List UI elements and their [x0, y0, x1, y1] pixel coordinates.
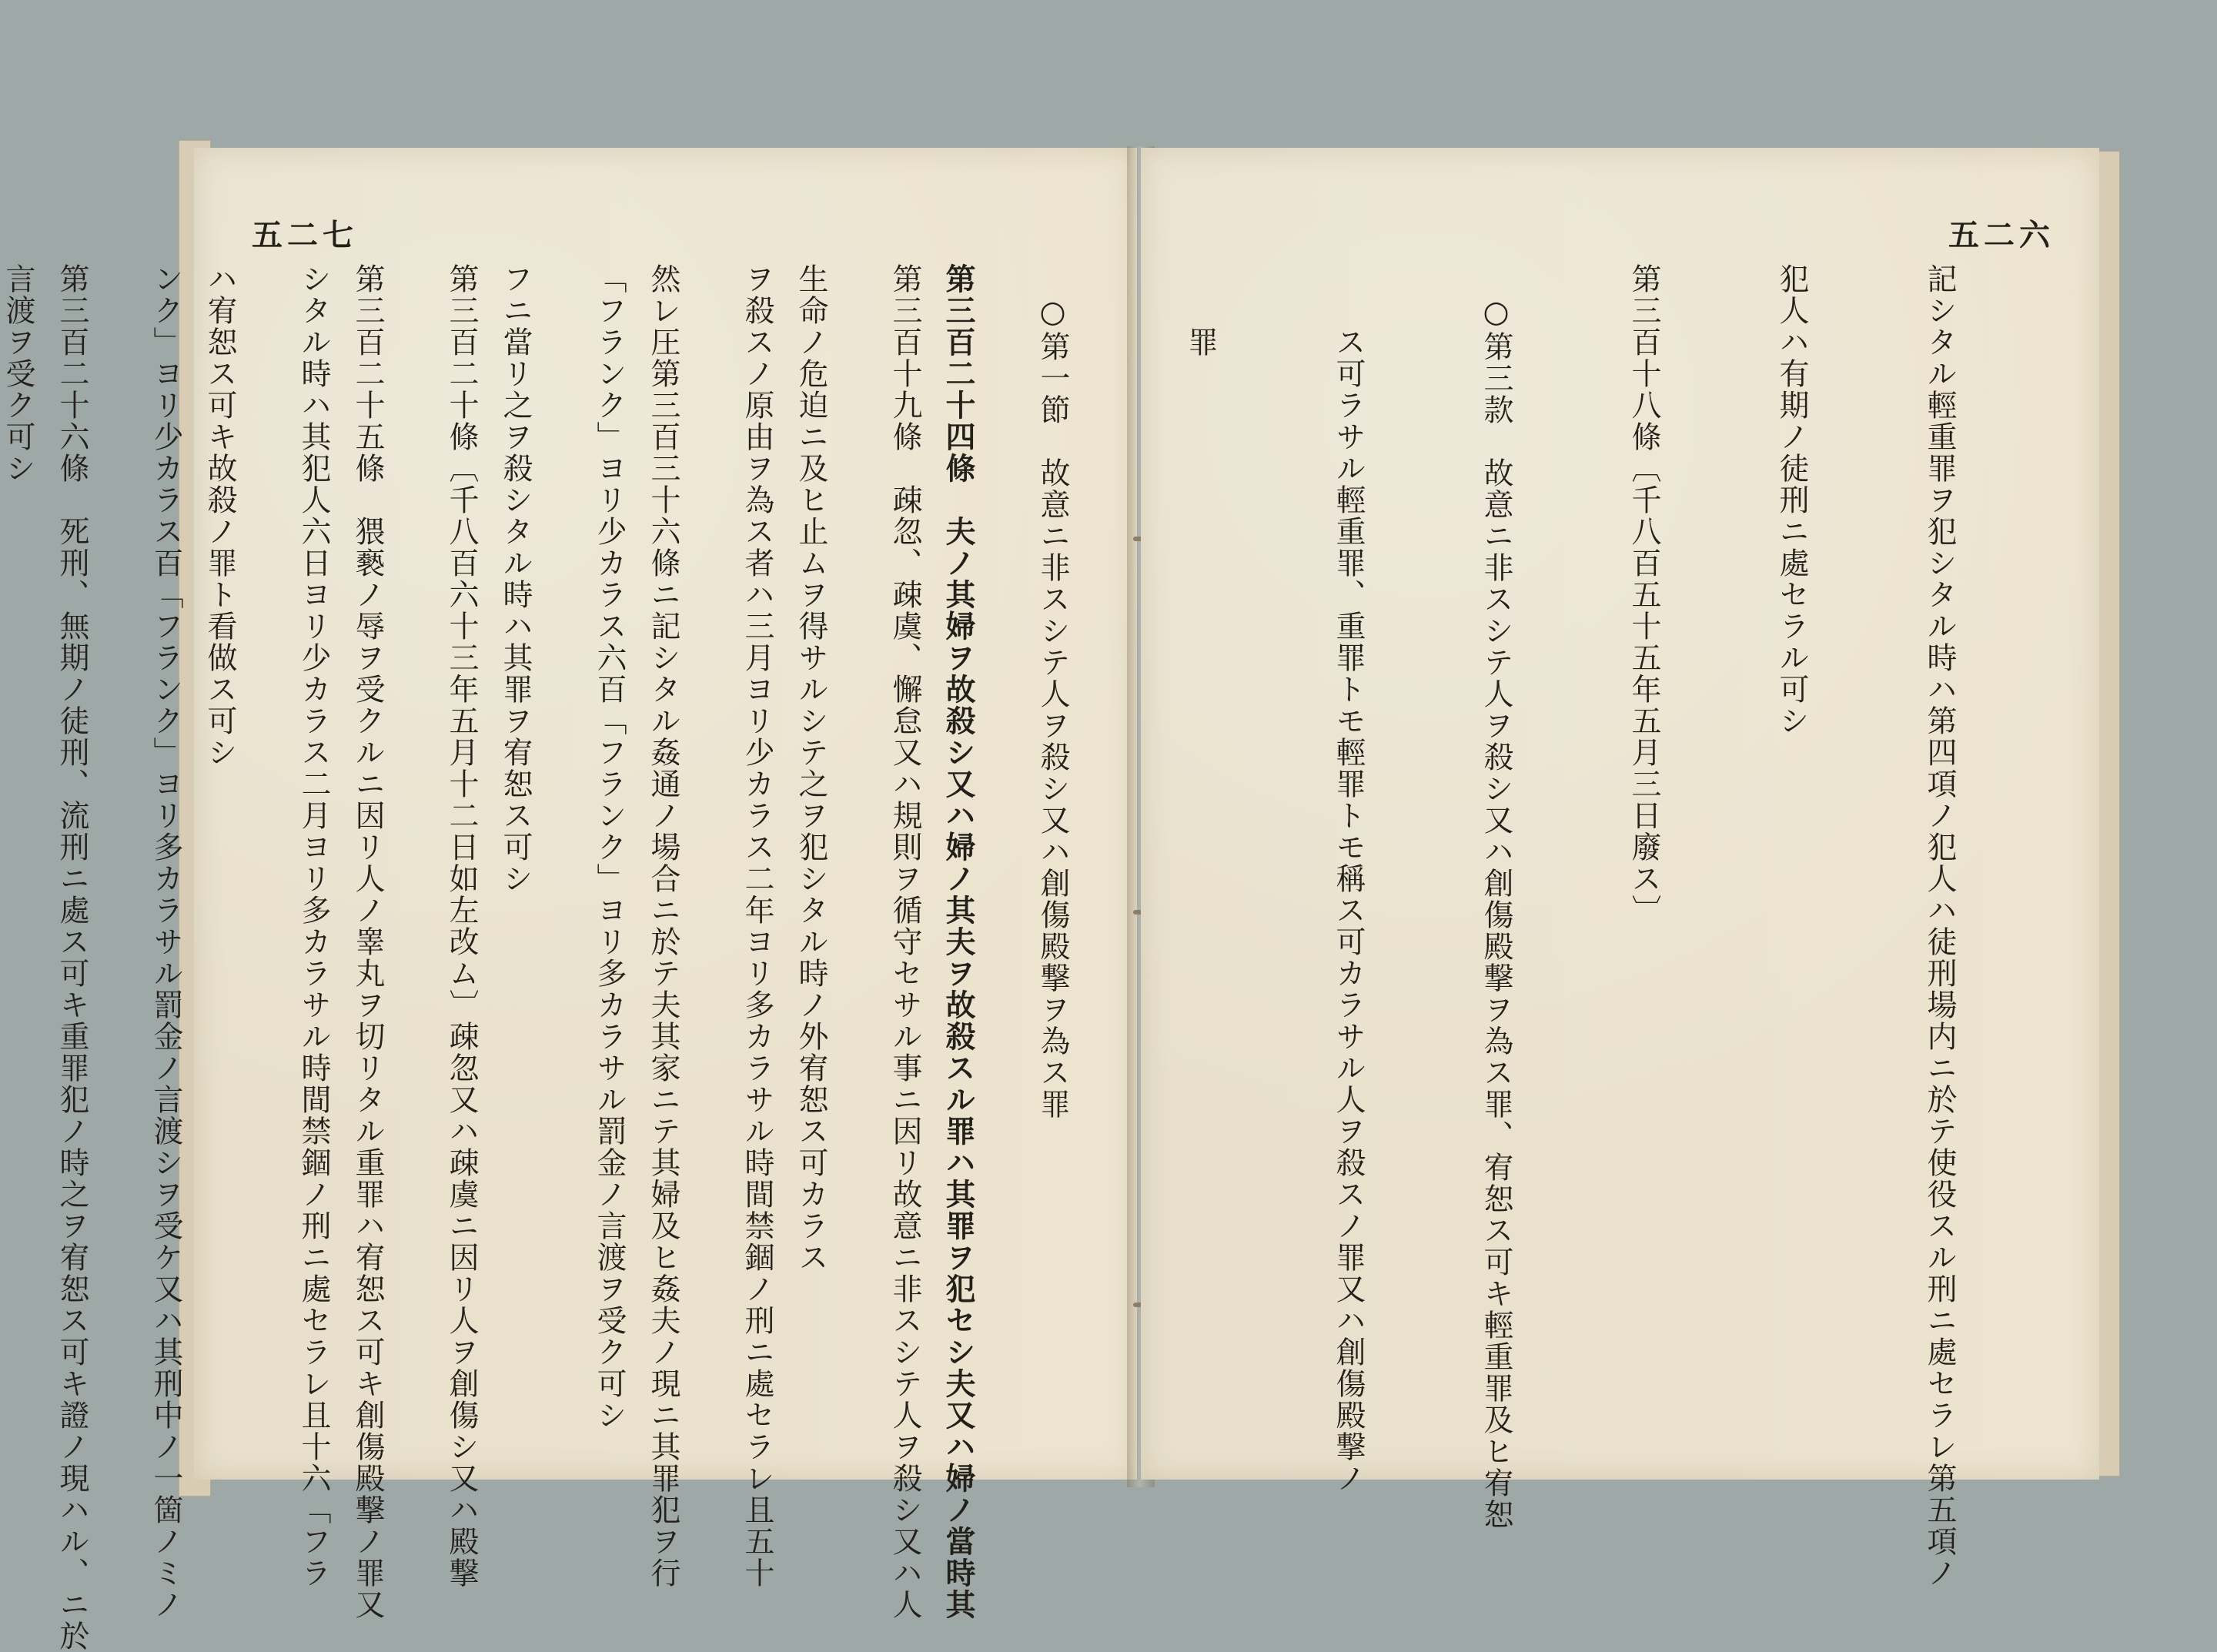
- text-line: 記シタル輕重罪ヲ犯シタル時ハ第四項ノ犯人ハ徒刑場内ニ於テ使役スル刑ニ處セラレ第五項ノ: [1922, 263, 1957, 1589]
- open-book: [1, 140, 2149, 1652]
- text-line: ンク」ヨリ少カラス百「フランク」ヨリ多カラサル罰金ノ言渡シヲ受ケ又ハ其刑中ノ一箇ノミノ: [149, 263, 183, 1620]
- text-line: ○第三款 故意ニ非スシテ人ヲ殺シ又ハ創傷殿撃ヲ為ス罪、宥恕ス可キ輕重罪及ヒ宥恕: [1479, 263, 1513, 1530]
- text-line: フニ當リ之ヲ殺シタル時ハ其罪ヲ宥恕ス可シ: [498, 263, 533, 895]
- text-line: 生命ノ危迫ニ及ヒ止ムヲ得サルシテ之ヲ犯シタル時ノ外宥恕ス可カラス: [794, 263, 828, 1273]
- text-line: 第三百二十五條 猥褻ノ辱ヲ受クルニ因リ人ノ睾丸ヲ切リタル重罪ハ宥恕ス可キ創傷殿撃ノ罪又: [350, 263, 385, 1620]
- text-line: 第三百二十六條 死刑、無期ノ徒刑、流刑ニ處ス可キ重罪犯ノ時之ヲ宥恕ス可キ證ノ現ハル、ニ於: [55, 263, 89, 1652]
- text-line: 然レ圧第三百三十六條ニ記シタル姦通ノ場合ニ於テ夫其家ニテ其婦及ヒ姦夫ノ現ニ其罪犯ヲ行: [646, 263, 680, 1589]
- text-line: ス可ラサル輕重罪、重罪トモ輕罪トモ稱ス可カラサル人ヲ殺スノ罪又ハ創傷殿撃ノ: [1331, 263, 1366, 1494]
- text-line: 犯人ハ有期ノ徒刑ニ處セラル可シ: [1774, 263, 1809, 737]
- page-number-left: 五二七: [252, 217, 358, 253]
- text-line: ヲ殺スノ原由ヲ為ス者ハ三月ヨリ少カラス二年ヨリ多カラサル時間禁錮ノ刑ニ處セラレ且五十: [740, 263, 774, 1589]
- text-line: ○第一節 故意ニ非スシテ人ヲ殺シ又ハ創傷殿撃ヲ為ス罪: [1035, 263, 1070, 1120]
- text-line: 罪: [1183, 263, 1218, 358]
- text-line: シタル時ハ其犯人六日ヨリ少カラス二月ヨリ多カラサル時間禁錮ノ刑ニ處セラレ且十六「フラ: [296, 263, 331, 1589]
- page-number-right: 五二六: [1948, 217, 2055, 253]
- text-line: 言渡ヲ受ク可シ: [1, 263, 35, 484]
- text-line: ハ宥恕ス可キ故殺ノ罪ト看做ス可シ: [202, 263, 237, 768]
- text-line: 「フランク」ヨリ少カラス六百「フランク」ヨリ多カラサル罰金ノ言渡ヲ受ク可シ: [592, 263, 627, 1431]
- text-line: 第三百二十條〔千八百六十三年五月十二日如左改ム〕疎忽又ハ疎虞ニ因リ人ヲ創傷シ又ハ殿撃: [444, 263, 479, 1589]
- text-line: 第三百十九條 疎忽、疎虞、懈怠又ハ規則ヲ循守セサル事ニ因リ故意ニ非スシテ人ヲ殺シ又ハ人: [888, 263, 922, 1620]
- text-line: 第三百十八條〔千八百五十五年五月三日廢ス〕: [1627, 263, 1661, 926]
- text-line: 第三百二十四條 夫ノ其婦ヲ故殺シ又ハ婦ノ其夫ヲ故殺スル罪ハ其罪ヲ犯セシ夫又ハ婦ノ當時其: [941, 263, 976, 1620]
